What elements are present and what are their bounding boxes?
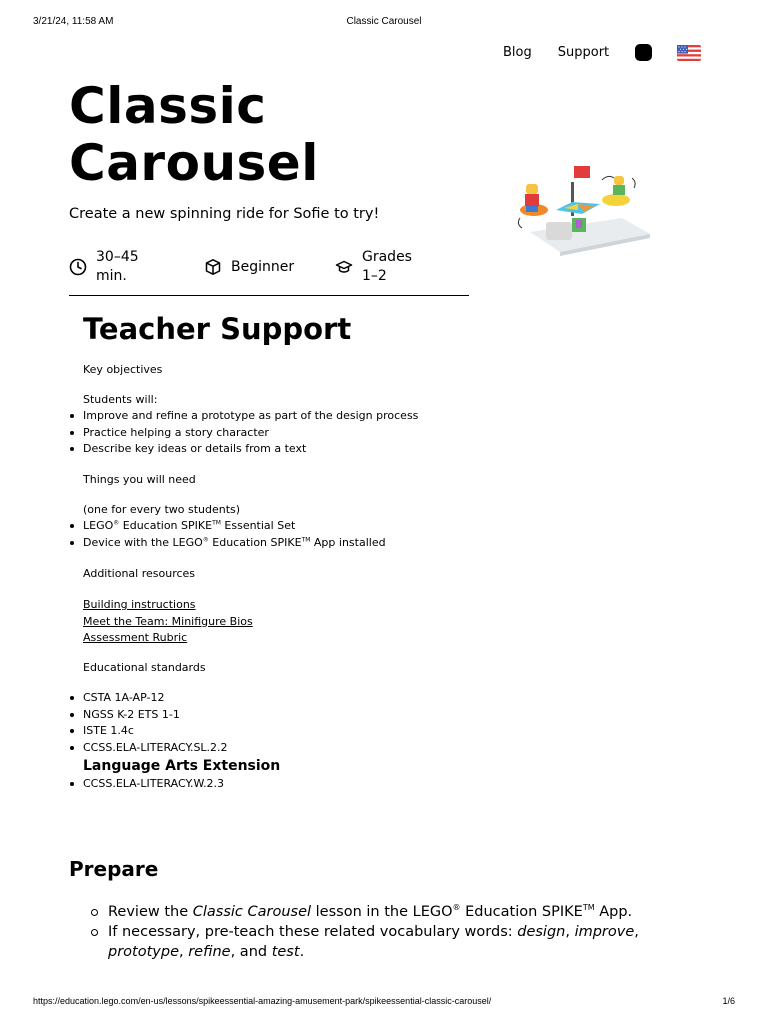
material-text: Education SPIKE <box>122 519 213 532</box>
lesson-meta-row <box>69 247 469 296</box>
assessment-rubric-link[interactable]: Assessment Rubric <box>83 631 188 644</box>
clock-icon <box>69 258 87 276</box>
material-text: App installed <box>313 535 386 549</box>
prepare-text: Review the <box>108 904 193 920</box>
prepare-text: Education SPIKE <box>460 904 583 920</box>
grade-text <box>362 248 422 286</box>
separator: , <box>634 924 639 940</box>
nav-blog-link[interactable]: Blog <box>503 45 532 60</box>
material-text: Education SPIKE <box>212 535 302 549</box>
vocab-word: refine <box>188 944 231 960</box>
top-navigation <box>503 44 701 61</box>
list-item: CCSS.ELA-LITERACY.W.2.3 <box>83 776 224 793</box>
grade-line1: Grades <box>362 249 412 265</box>
standards-heading: Educational standards <box>83 661 206 674</box>
vocab-word: test <box>271 944 300 960</box>
separator: , <box>179 944 189 960</box>
material-text: Device with the LEGO <box>83 535 203 549</box>
resources-links <box>83 597 253 647</box>
page-title-line1: Classic <box>69 77 267 135</box>
page-title <box>69 78 319 192</box>
print-datetime: 3/21/24, 11:58 AM <box>33 16 114 27</box>
graduation-cap-icon <box>335 258 353 276</box>
registered-mark: ® <box>452 903 461 913</box>
building-instructions-link[interactable]: Building instructions <box>83 598 196 611</box>
minifigure-bios-link[interactable]: Meet the Team: Minifigure Bios <box>83 614 253 628</box>
teacher-support-heading: Teacher Support <box>83 312 352 346</box>
list-item <box>108 922 668 962</box>
level-text: Beginner <box>231 259 295 275</box>
standards-list <box>83 690 228 756</box>
prepare-text: If necessary, pre-teach these related vocabulary words: <box>108 924 518 940</box>
list-item: Practice helping a story character <box>83 425 418 442</box>
duration-text <box>96 248 156 286</box>
grade-meta <box>335 247 422 287</box>
page-number: 1/6 <box>722 996 735 1006</box>
vocab-word: improve <box>574 924 635 940</box>
vocab-word: design <box>517 924 566 940</box>
duration-meta <box>69 247 156 287</box>
prepare-text: lesson in the LEGO <box>311 904 453 920</box>
duration-line1: 30–45 <box>96 249 139 265</box>
language-arts-heading: Language Arts Extension <box>83 758 281 774</box>
list-item: Describe key ideas or details from a text <box>83 441 418 458</box>
trademark-mark: TM <box>301 535 311 543</box>
registered-mark: ® <box>113 519 120 527</box>
registered-mark: ® <box>202 535 209 543</box>
page-url: https://education.lego.com/en-us/lessons/spikeessential-amazing-amusement-park/spikeessential-classic-carousel/ <box>33 996 492 1006</box>
students-will-label: Students will: <box>83 393 158 406</box>
separator: , <box>565 924 575 940</box>
prepare-list <box>108 902 668 962</box>
list-item <box>108 902 668 922</box>
trademark-mark: TM <box>212 519 221 527</box>
trademark-mark: TM <box>582 903 595 913</box>
lesson-name: Classic Carousel <box>192 904 312 920</box>
materials-list <box>83 518 386 551</box>
globe-icon[interactable] <box>635 44 652 61</box>
things-needed-note: (one for every two students) <box>83 503 241 516</box>
list-item: CCSS.ELA-LITERACY.SL.2.2 <box>83 740 228 757</box>
list-item: CSTA 1A-AP-12 <box>83 690 228 707</box>
separator: . <box>299 944 305 960</box>
box-icon <box>204 258 222 276</box>
objectives-list <box>83 408 418 458</box>
material-text: LEGO <box>83 519 114 532</box>
page-title-line2: Carousel <box>69 134 319 192</box>
prepare-heading: Prepare <box>69 857 159 881</box>
level-meta <box>204 247 294 287</box>
page-subtitle: Create a new spinning ride for Sofie to try! <box>69 206 380 222</box>
list-item: Improve and refine a prototype as part of the design process <box>83 408 418 425</box>
duration-line2: min. <box>96 268 127 284</box>
list-item <box>83 535 386 552</box>
language-arts-list <box>83 776 224 793</box>
list-item <box>83 518 386 535</box>
list-item: NGSS K-2 ETS 1-1 <box>83 707 228 724</box>
things-needed-heading: Things you will need <box>83 473 196 486</box>
grade-line2: 1–2 <box>362 268 387 284</box>
key-objectives-heading: Key objectives <box>83 363 163 376</box>
lego-carousel-image <box>512 160 654 260</box>
prepare-text: App. <box>594 904 633 920</box>
material-text: Essential Set <box>224 519 296 532</box>
list-item: ISTE 1.4c <box>83 723 228 740</box>
us-flag-icon[interactable] <box>677 45 701 61</box>
resources-heading: Additional resources <box>83 567 196 580</box>
print-document-title: Classic Carousel <box>346 16 422 27</box>
nav-support-link[interactable]: Support <box>557 45 610 60</box>
vocab-word: prototype <box>108 944 179 960</box>
separator: , and <box>230 944 272 960</box>
